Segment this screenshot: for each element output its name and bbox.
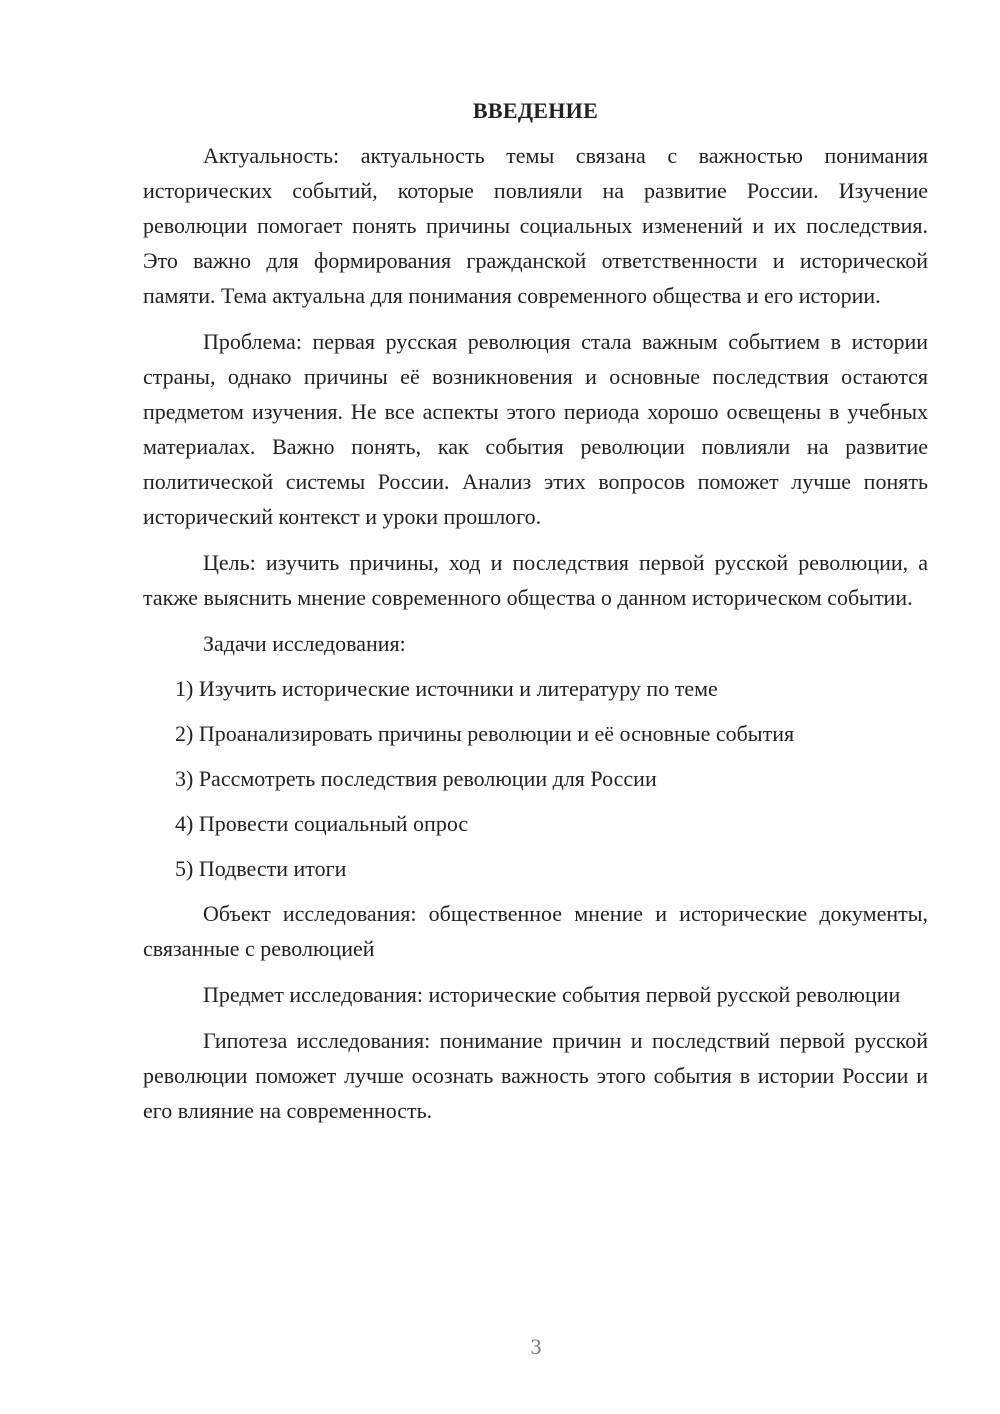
- object-paragraph: Объект исследования: общественное мнение и исторические документы, связанные с революцией: [143, 901, 928, 961]
- problem-paragraph: Проблема: первая русская революция стала важным событием в истории страны, однако причины её возникновения и основные последствия остаются предметом изучения. Не все аспекты этого периода хорошо освещены в учебных материалах. Важно понять, как события революции повлияли на развитие политической системы России. Анализ этих вопросов поможет лучше понять исторический контекст и уроки прошлого.: [143, 329, 928, 529]
- tasks-list: [143, 671, 928, 886]
- goal-paragraph: Цель: изучить причины, ход и последствия первой русской революции, а также выяснить мнение современного общества о данном историческом событии.: [143, 550, 928, 610]
- list-item: 5) Подвести итоги: [175, 856, 347, 881]
- list-item: 1) Изучить исторические источники и литературу по теме: [175, 676, 718, 701]
- hypothesis-paragraph: Гипотеза исследования: понимание причин и последствий первой русской революции поможет лучше осознать важность этого события в истории России и его влияние на современность.: [143, 1028, 928, 1123]
- list-item: 4) Провести социальный опрос: [175, 811, 469, 836]
- page-number: 3: [530, 1334, 542, 1359]
- list-item: 3) Рассмотреть последствия революции для России: [175, 766, 657, 791]
- subject-paragraph: Предмет исследования: исторические события первой русской революции: [203, 982, 901, 1007]
- page-title: ВВЕДЕНИЕ: [472, 98, 599, 123]
- tasks-heading: Задачи исследования:: [203, 631, 406, 656]
- relevance-paragraph: Актуальность: актуальность темы связана с важностью понимания исторических событий, которые повлияли на развитие России. Изучение революции помогает понять причины социальных изменений и их последствия. Это важно для формирования гражданской ответственности и исторической памяти. Тема актуальна для понимания современного общества и его истории.: [143, 143, 928, 308]
- list-item: 2) Проанализировать причины революции и её основные события: [175, 721, 795, 746]
- page-content: [143, 93, 928, 1139]
